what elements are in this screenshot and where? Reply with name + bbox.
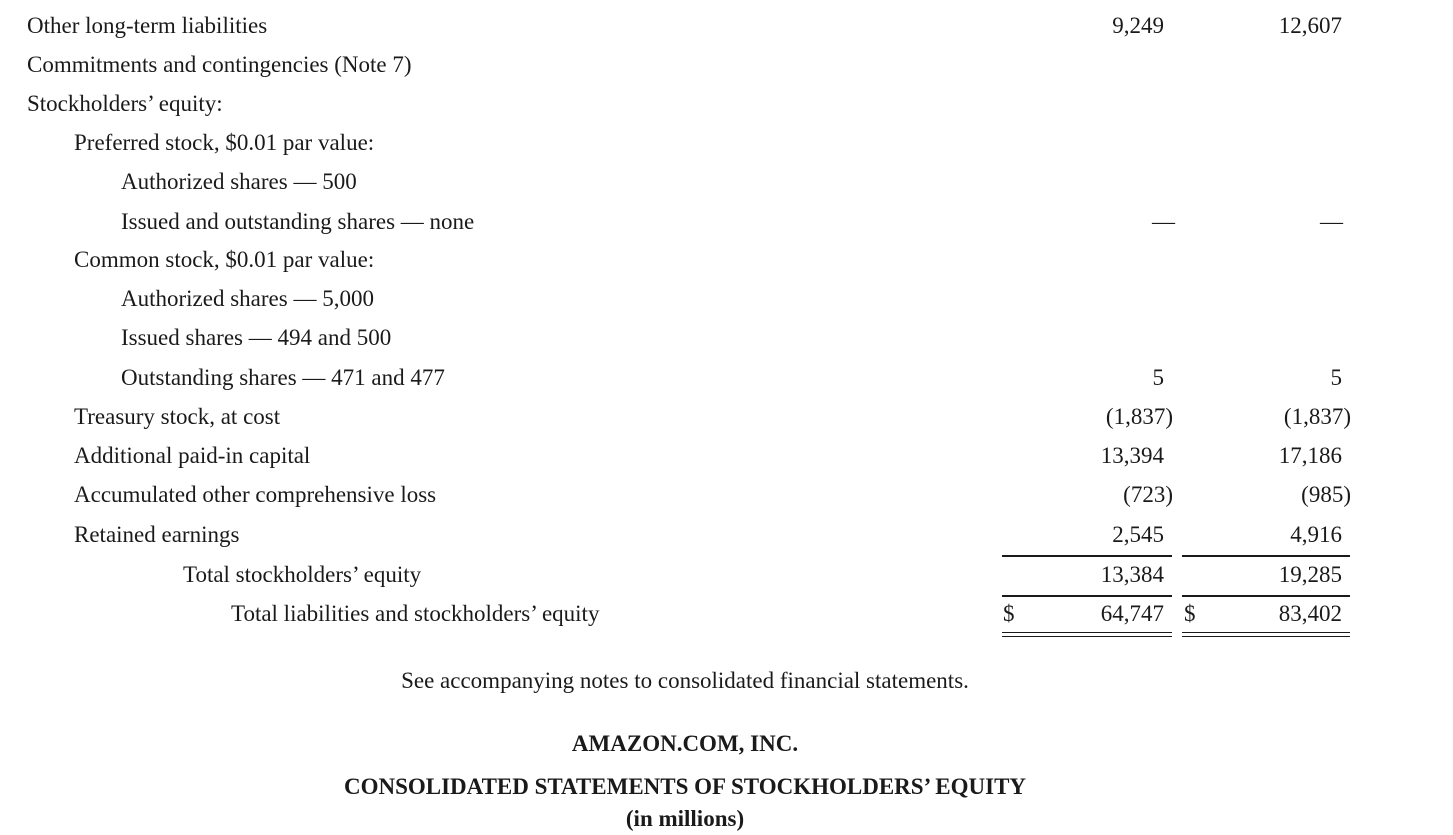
value-col-1: —	[1152, 209, 1175, 234]
row-stockholders-equity-heading	[0, 84, 1453, 123]
value-col-2: 12,607	[1278, 13, 1342, 38]
value-col-1: 13,394	[1100, 443, 1164, 468]
row-common-outstanding	[0, 358, 1453, 397]
row-preferred-stock	[0, 123, 1453, 162]
row-label: Commitments and contingencies (Note 7)	[27, 52, 412, 77]
row-label: Treasury stock, at cost	[74, 404, 281, 429]
value-col-2: 17,186	[1278, 443, 1342, 468]
row-total-stockholders-equity	[0, 555, 1453, 594]
value-col-2: 19,285	[1278, 562, 1342, 587]
value-col-2: 5	[1330, 365, 1342, 390]
row-common-stock	[0, 240, 1453, 279]
row-preferred-authorized	[0, 162, 1453, 201]
cutoff-row-label	[27, 0, 87, 4]
row-label: Authorized shares — 500	[121, 169, 357, 194]
value-col-1: 13,384	[1100, 562, 1164, 587]
row-additional-paid-in-capital	[0, 436, 1453, 475]
row-common-issued	[0, 318, 1453, 357]
value-col-1: 64,747	[1100, 601, 1164, 626]
value-col-2: (1,837)	[1283, 404, 1351, 429]
units-note: (in millions)	[625, 806, 745, 831]
row-retained-earnings	[0, 515, 1453, 554]
statement-title: CONSOLIDATED STATEMENTS OF STOCKHOLDERS’ EQUITY	[343, 774, 1027, 799]
footnote: See accompanying notes to consolidated financial statements.	[401, 668, 969, 693]
row-common-authorized	[0, 279, 1453, 318]
row-label: Total stockholders’ equity	[183, 562, 422, 587]
value-col-1: 5	[1152, 365, 1164, 390]
row-accumulated-oci	[0, 475, 1453, 514]
company-name: AMAZON.COM, INC.	[571, 731, 799, 756]
row-label: Stockholders’ equity:	[27, 91, 223, 116]
value-col-2: 4,916	[1290, 522, 1342, 547]
grand-total-double-rule-col-2	[1182, 632, 1350, 637]
value-col-1: (723)	[1123, 482, 1173, 507]
currency-symbol-col-2: $	[1184, 601, 1196, 626]
row-total-liabilities-and-equity	[0, 594, 1453, 633]
row-label: Retained earnings	[74, 522, 240, 547]
cutoff-row-value-1	[1098, 0, 1168, 4]
value-col-2: 83,402	[1278, 601, 1342, 626]
row-label: Authorized shares — 5,000	[121, 286, 374, 311]
value-col-1: (1,837)	[1105, 404, 1173, 429]
row-label: Common stock, $0.01 par value:	[74, 247, 375, 272]
row-label: Total liabilities and stockholders’ equity	[231, 601, 600, 626]
row-label: Outstanding shares — 471 and 477	[121, 365, 445, 390]
row-other-long-term-liabilities	[0, 6, 1453, 45]
currency-symbol-col-1: $	[1003, 601, 1015, 626]
row-label: Other long-term liabilities	[27, 13, 268, 38]
row-label: Additional paid-in capital	[74, 443, 311, 468]
value-col-1: 9,249	[1112, 13, 1164, 38]
cutoff-row-value-2	[1262, 0, 1342, 4]
value-col-2: —	[1320, 209, 1343, 234]
row-preferred-issued	[0, 202, 1453, 241]
row-treasury-stock	[0, 397, 1453, 436]
value-col-1: 2,545	[1112, 522, 1164, 547]
value-col-2: (985)	[1301, 482, 1351, 507]
row-label: Preferred stock, $0.01 par value:	[74, 130, 375, 155]
row-commitments	[0, 45, 1453, 84]
row-label: Issued shares — 494 and 500	[121, 325, 392, 350]
row-label: Accumulated other comprehensive loss	[74, 482, 437, 507]
grand-total-double-rule-col-1	[1002, 632, 1172, 637]
row-label: Issued and outstanding shares — none	[121, 209, 475, 234]
